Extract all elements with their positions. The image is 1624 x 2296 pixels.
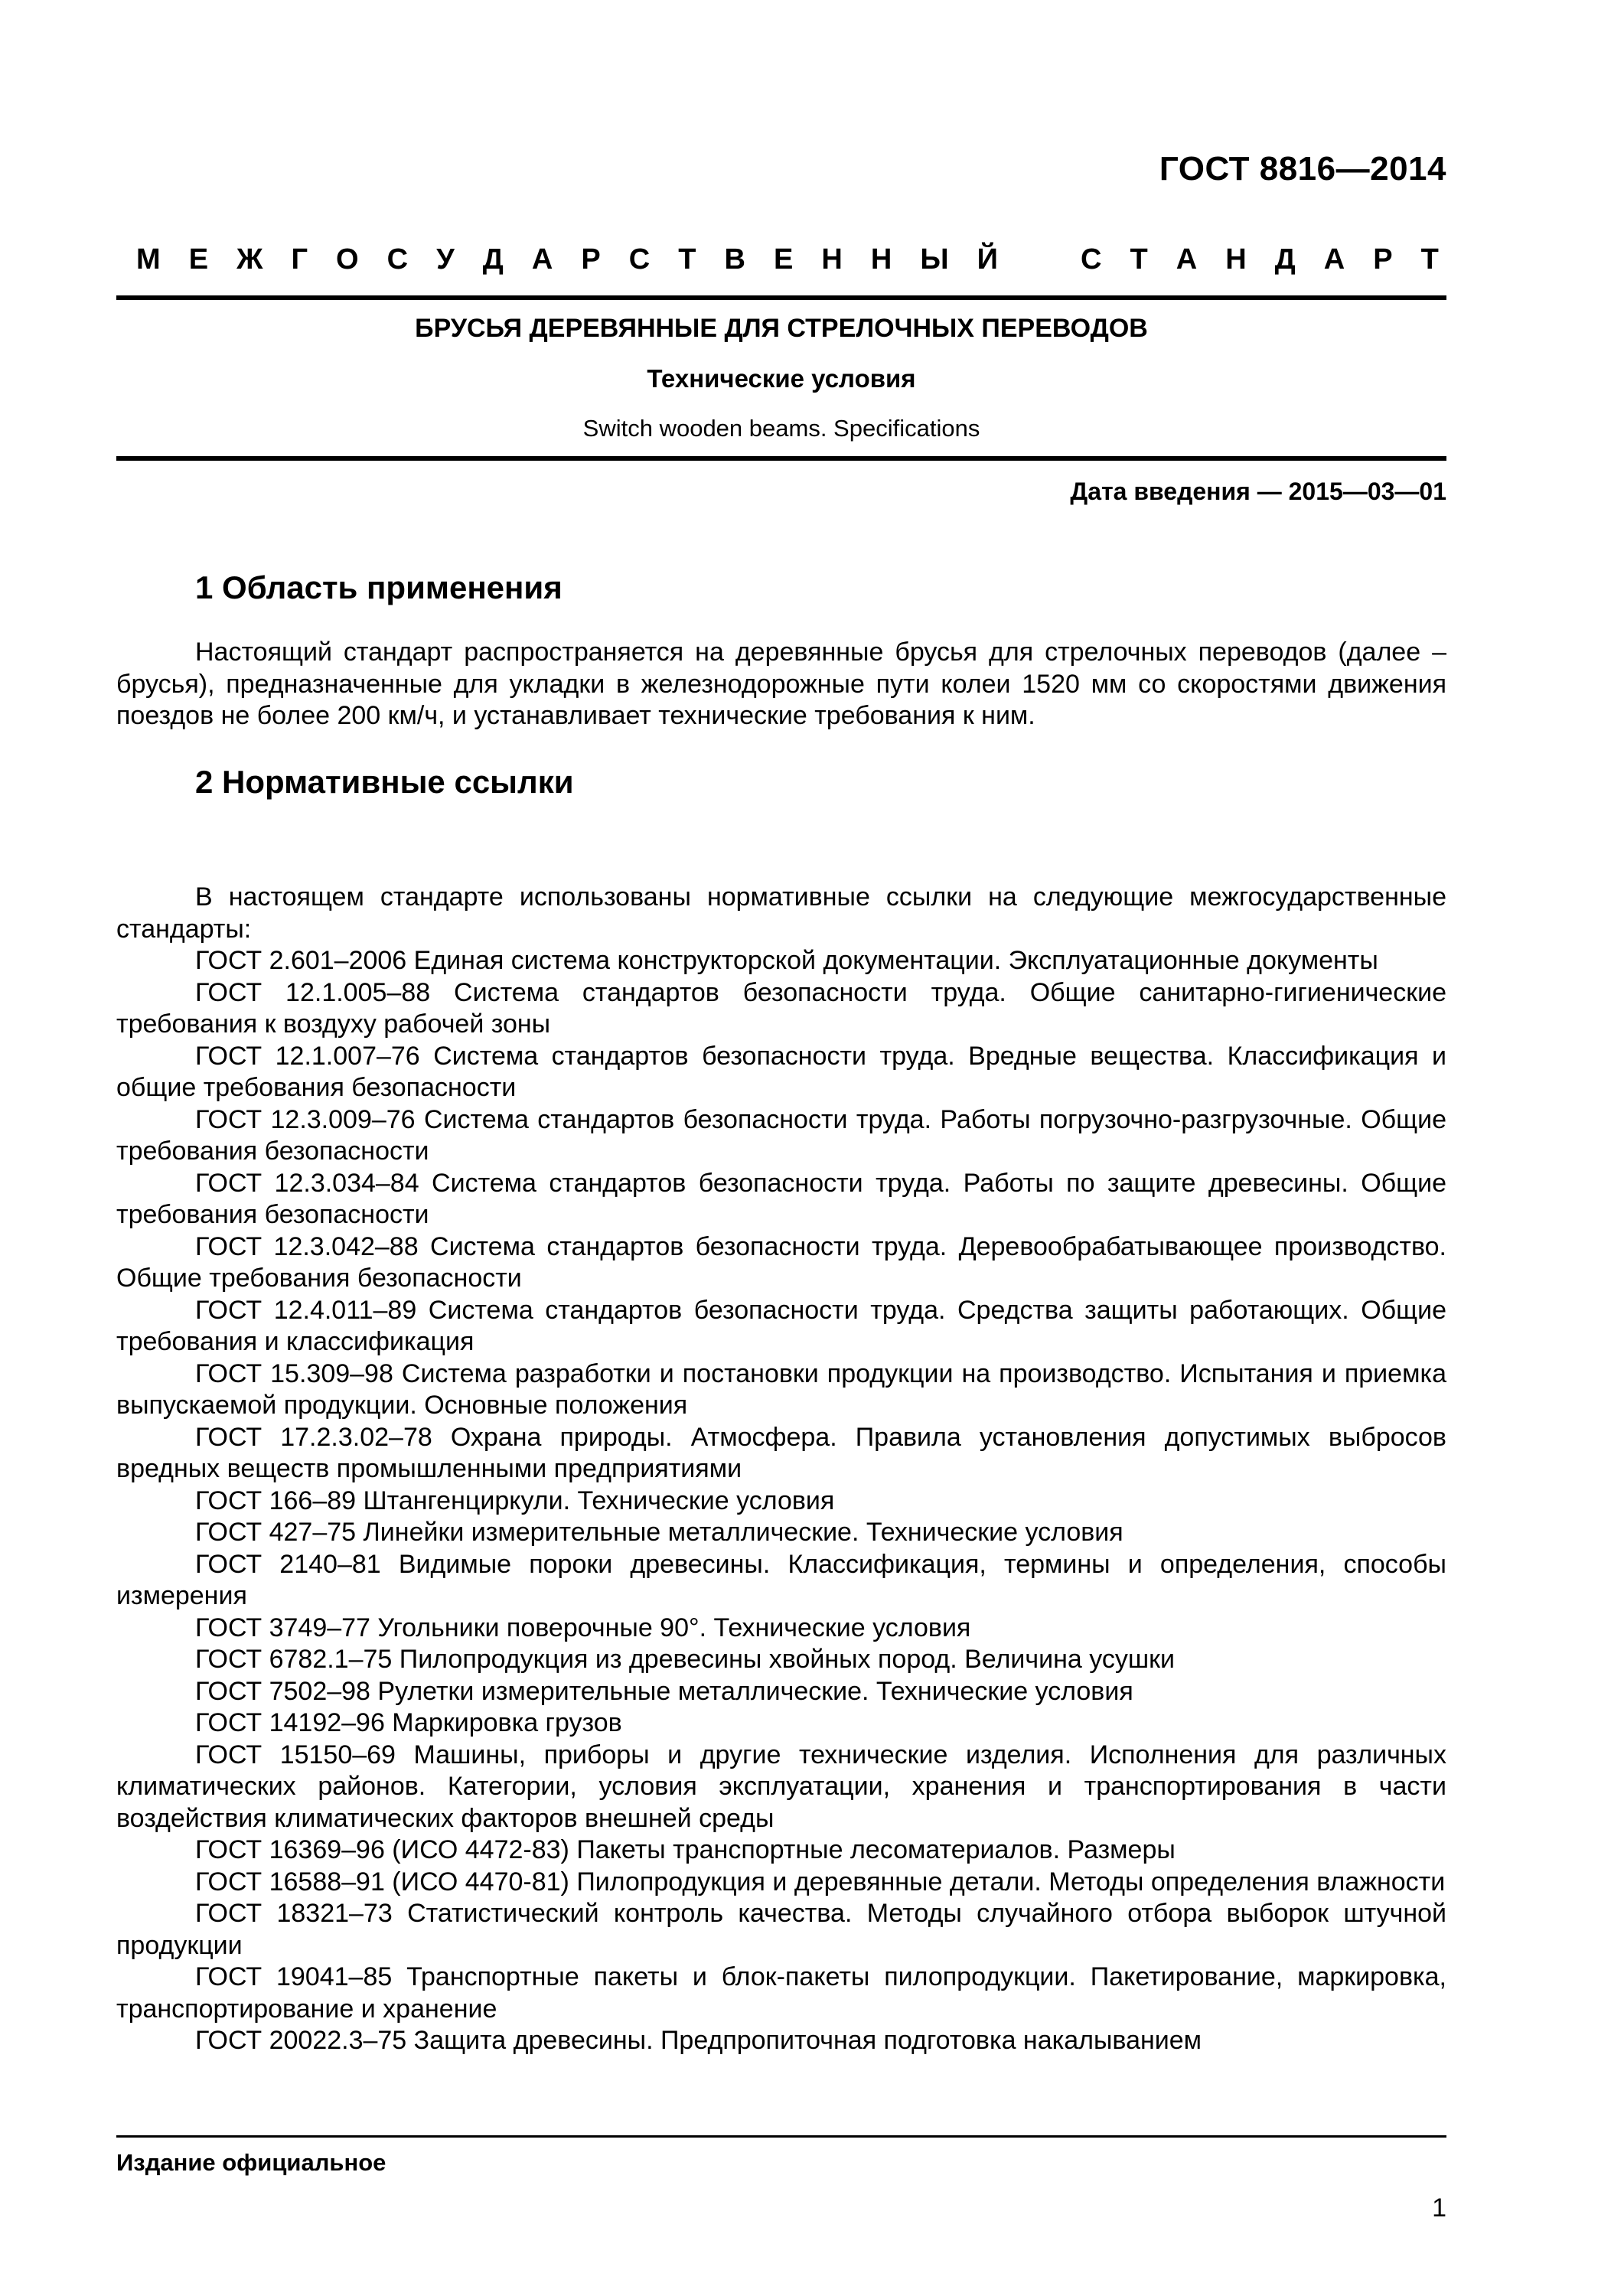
banner-letter: Т	[1420, 243, 1439, 276]
reference-item: ГОСТ 6782.1–75 Пилопродукция из древесины хвойных пород. Величина усушки	[195, 1645, 1176, 1674]
banner-letter: А	[1323, 243, 1345, 276]
reference-item: ГОСТ 12.3.034–84 Система стандартов безопасности труда. Работы по защите древесины. Общие требования безопасности	[116, 1168, 1446, 1229]
reference-item: ГОСТ 427–75 Линейки измерительные металлические. Технические условия	[195, 1518, 1123, 1547]
document-title: БРУСЬЯ ДЕРЕВЯННЫЕ ДЛЯ СТРЕЛОЧНЫХ ПЕРЕВОДОВ	[415, 314, 1148, 343]
reference-item: ГОСТ 15150–69 Машины, приборы и другие технические изделия. Исполнения для различных климатических районов. Категории, условия эксплуатации, хранения и транспортирования в части воздействия климатических факторов внешней среды	[116, 1740, 1446, 1833]
banner-letter: Н	[821, 243, 843, 276]
banner-letter: С	[386, 243, 409, 276]
reference-item: ГОСТ 3749–77 Угольники поверочные 90°. Технические условия	[195, 1613, 971, 1642]
banner-word-gap	[1026, 243, 1052, 276]
banner-letter: М	[136, 243, 161, 276]
banner-letter: Н	[870, 243, 892, 276]
banner-letter: Т	[1130, 243, 1148, 276]
reference-item: ГОСТ 16369–96 (ИСО 4472-83) Пакеты транспортные лесоматериалов. Размеры	[195, 1835, 1176, 1864]
standard-type-banner	[136, 243, 1439, 276]
footer-divider	[116, 2135, 1446, 2138]
banner-letter: Г	[291, 243, 308, 276]
banner-letter: Е	[774, 243, 794, 276]
banner-letter: С	[1080, 243, 1102, 276]
introduction-date: Дата введения — 2015—03—01	[1070, 478, 1446, 505]
reference-item: ГОСТ 20022.3–75 Защита древесины. Предпропиточная подготовка накалыванием	[195, 2026, 1202, 2055]
reference-item: ГОСТ 12.1.007–76 Система стандартов безопасности труда. Вредные вещества. Классификация и общие требования безопасности	[116, 1041, 1446, 1102]
banner-letter: Д	[482, 243, 504, 276]
section-1-text: Настоящий стандарт распространяется на деревянные брусья для стрелочных переводов (далее – брусья), предназначенные для укладки в железнодорожные пути колеи 1520 мм со скоростями движения поездов не более 200 км/ч, и устанавливает технические требования к ним.	[116, 638, 1446, 730]
banner-letter: Й	[977, 243, 998, 276]
reference-item: ГОСТ 15.309–98 Система разработки и постановки продукции на производство. Испытания и приемка выпускаемой продукции. Основные положения	[116, 1358, 1446, 1420]
reference-item: ГОСТ 166–89 Штангенциркули. Технические условия	[195, 1486, 835, 1515]
reference-item: ГОСТ 14192–96 Маркировка грузов	[195, 1708, 622, 1737]
banner-letter: Т	[678, 243, 696, 276]
banner-letter: О	[336, 243, 359, 276]
banner-letter: Р	[581, 243, 601, 276]
reference-item: ГОСТ 16588–91 (ИСО 4470-81) Пилопродукция и деревянные детали. Методы определения влажности	[195, 1867, 1446, 1896]
reference-item: ГОСТ 19041–85 Транспортные пакеты и блок-пакеты пилопродукции. Пакетирование, маркировка, транспортирование и хранение	[116, 1962, 1446, 2024]
banner-letter: А	[531, 243, 553, 276]
document-title-english: Switch wooden beams. Specifications	[582, 415, 980, 442]
banner-letter: А	[1176, 243, 1198, 276]
banner-letter: Д	[1274, 243, 1296, 276]
banner-letter: Р	[1373, 243, 1393, 276]
banner-letter: В	[724, 243, 745, 276]
reference-item: ГОСТ 2140–81 Видимые пороки древесины. Классификация, термины и определения, способы измерения	[116, 1549, 1446, 1610]
reference-item: ГОСТ 12.1.005–88 Система стандартов безопасности труда. Общие санитарно-гигиенические требования к воздуху рабочей зоны	[116, 977, 1446, 1039]
reference-item: ГОСТ 7502–98 Рулетки измерительные металлические. Технические условия	[195, 1676, 1133, 1706]
title-divider	[116, 456, 1446, 461]
reference-item: ГОСТ 12.3.009–76 Система стандартов безопасности труда. Работы погрузочно-разгрузочные. Общие требования безопасности	[116, 1104, 1446, 1166]
banner-letter: Ы	[920, 243, 949, 276]
section-2-intro: В настоящем стандарте использованы нормативные ссылки на следующие межгосударственные стандарты:	[116, 882, 1446, 944]
reference-item: ГОСТ 18321–73 Статистический контроль качества. Методы случайного отбора выборок штучной продукции	[116, 1899, 1446, 1960]
banner-letter: У	[436, 243, 455, 276]
banner-letter: Н	[1225, 243, 1247, 276]
reference-item: ГОСТ 12.3.042–88 Система стандартов безопасности труда. Деревообрабатывающее производство. Общие требования безопасности	[116, 1231, 1446, 1293]
banner-letter: Е	[188, 243, 209, 276]
official-edition-label: Издание официальное	[116, 2149, 386, 2176]
document-subtitle: Технические условия	[647, 364, 916, 393]
reference-item: ГОСТ 12.4.011–89 Система стандартов безопасности труда. Средства защиты работающих. Общие требования и классификация	[116, 1295, 1446, 1356]
reference-list	[116, 945, 1446, 2057]
banner-letter: С	[628, 243, 651, 276]
section-2-heading: 2 Нормативные ссылки	[195, 764, 574, 800]
reference-item: ГОСТ 17.2.3.02–78 Охрана природы. Атмосфера. Правила установления допустимых выбросов вредных веществ промышленными предприятиями	[116, 1422, 1446, 1483]
banner-letter: Ж	[236, 243, 263, 276]
normative-references	[116, 882, 1446, 2057]
section-1-heading: 1 Область применения	[195, 569, 563, 605]
header-divider	[116, 295, 1446, 300]
page-number: 1	[1432, 2193, 1446, 2223]
document-number: ГОСТ 8816—2014	[1159, 150, 1446, 188]
reference-item: ГОСТ 2.601–2006 Единая система конструкторской документации. Эксплуатационные документы	[195, 946, 1378, 975]
